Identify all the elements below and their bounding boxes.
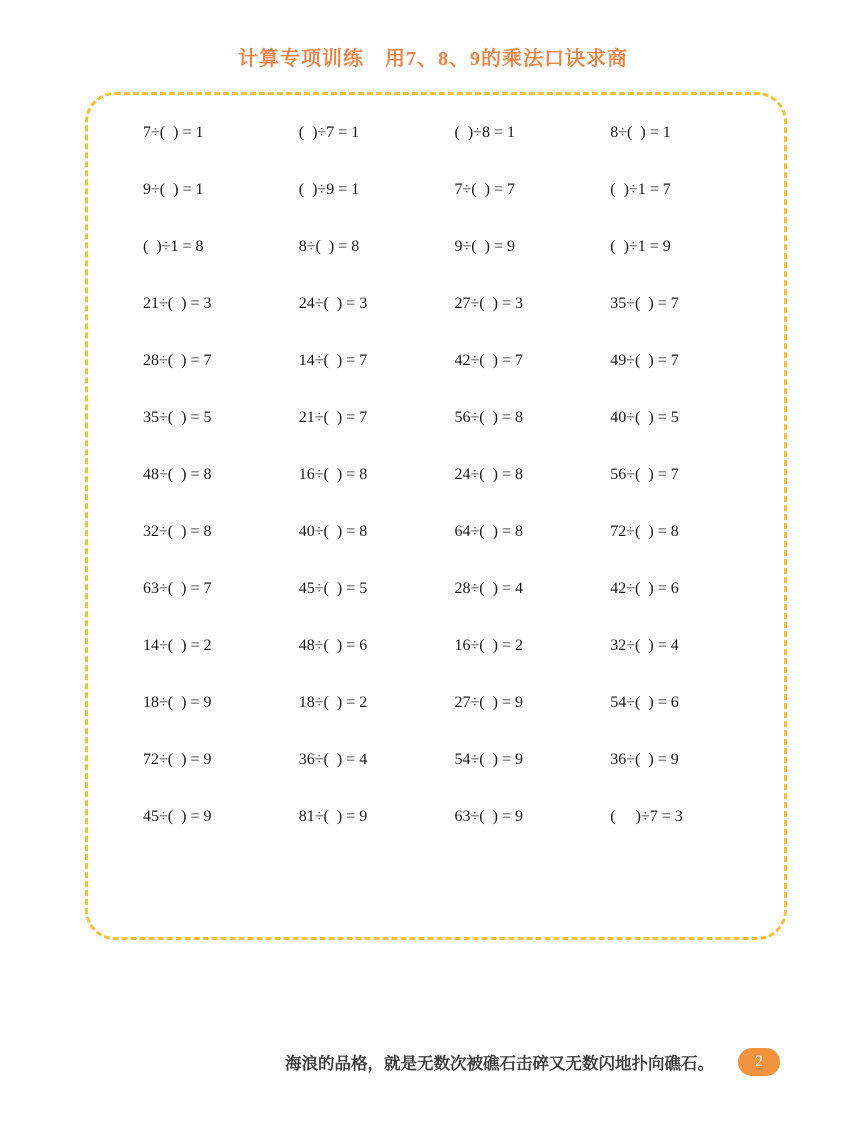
problem-cell: 72÷( ) = 8 [610, 522, 679, 540]
problem-cell: 64÷( ) = 8 [454, 522, 523, 540]
problem-cell: 14÷( ) = 7 [298, 351, 368, 369]
problem-cell: 42÷( ) = 6 [610, 579, 679, 597]
problem-cell: 21÷( ) = 3 [143, 294, 212, 312]
problem-cell: 14÷( ) = 2 [143, 636, 212, 654]
problem-cell: 18÷( ) = 9 [143, 693, 212, 711]
problem-cell: 35÷( ) = 5 [143, 408, 212, 426]
problem-cell: ( )÷9 = 1 [298, 180, 360, 198]
footer-quote: 海浪的品格，就是无数次被礁石击碎又无数闪地扑向礁石。 [285, 1054, 714, 1073]
problem-cell: 24÷( ) = 8 [454, 465, 523, 483]
problem-cell: 56÷( ) = 8 [454, 408, 523, 426]
problem-cell: 54÷( ) = 9 [454, 750, 523, 768]
problem-cell: ( )÷7 = 3 [610, 807, 683, 825]
problem-cell: 32÷( ) = 8 [143, 522, 212, 540]
problem-cell: 24÷( ) = 3 [298, 294, 368, 312]
problem-cell: 45÷( ) = 9 [143, 807, 212, 825]
problem-cell: 21÷( ) = 7 [298, 408, 368, 426]
problem-cell: ( )÷8 = 1 [454, 123, 515, 141]
page-number-badge: 2 [738, 1048, 780, 1076]
problem-cell: 48÷( ) = 8 [143, 465, 212, 483]
problem-cell: 48÷( ) = 6 [298, 636, 368, 654]
problem-cell: 28÷( ) = 4 [454, 579, 523, 597]
problem-cell: 45÷( ) = 5 [298, 579, 368, 597]
problem-cell: 27÷( ) = 9 [454, 693, 523, 711]
problem-grid [143, 104, 766, 845]
problem-cell: 36÷( ) = 9 [610, 750, 679, 768]
problem-cell: ( )÷7 = 1 [298, 123, 360, 141]
problem-cell: 42÷( ) = 7 [454, 351, 523, 369]
problems-dashed-box [85, 92, 787, 940]
problem-cell: 40÷( ) = 5 [610, 408, 679, 426]
problem-cell: 36÷( ) = 4 [298, 750, 368, 768]
problem-cell: 32÷( ) = 4 [610, 636, 679, 654]
problem-cell: 7÷( ) = 1 [143, 123, 204, 141]
page-title: 计算专项训练 用7、8、9的乘法口诀求商 [238, 48, 628, 70]
problem-cell: ( )÷1 = 9 [610, 237, 671, 255]
problem-cell: 9÷( ) = 1 [143, 180, 204, 198]
problem-cell: 72÷( ) = 9 [143, 750, 212, 768]
problem-cell: 8÷( ) = 1 [610, 123, 671, 141]
problem-cell: 63÷( ) = 9 [454, 807, 523, 825]
problem-cell: 8÷( ) = 8 [298, 237, 360, 255]
problem-cell: 7÷( ) = 7 [454, 180, 515, 198]
problem-cell: 81÷( ) = 9 [298, 807, 368, 825]
problem-cell: 16÷( ) = 2 [454, 636, 523, 654]
problem-cell: 54÷( ) = 6 [610, 693, 679, 711]
problem-cell: 18÷( ) = 2 [298, 693, 368, 711]
problem-cell: 9÷( ) = 9 [454, 237, 515, 255]
page-footer [0, 1048, 866, 1076]
problem-cell: 49÷( ) = 7 [610, 351, 679, 369]
problem-cell: 27÷( ) = 3 [454, 294, 523, 312]
problem-cell: ( )÷1 = 7 [610, 180, 671, 198]
problem-cell: ( )÷1 = 8 [143, 237, 204, 255]
problem-cell: 16÷( ) = 8 [298, 465, 368, 483]
problem-cell: 56÷( ) = 7 [610, 465, 679, 483]
problem-cell: 63÷( ) = 7 [143, 579, 212, 597]
problem-cell: 40÷( ) = 8 [298, 522, 368, 540]
problem-cell: 35÷( ) = 7 [610, 294, 679, 312]
problem-cell: 28÷( ) = 7 [143, 351, 212, 369]
